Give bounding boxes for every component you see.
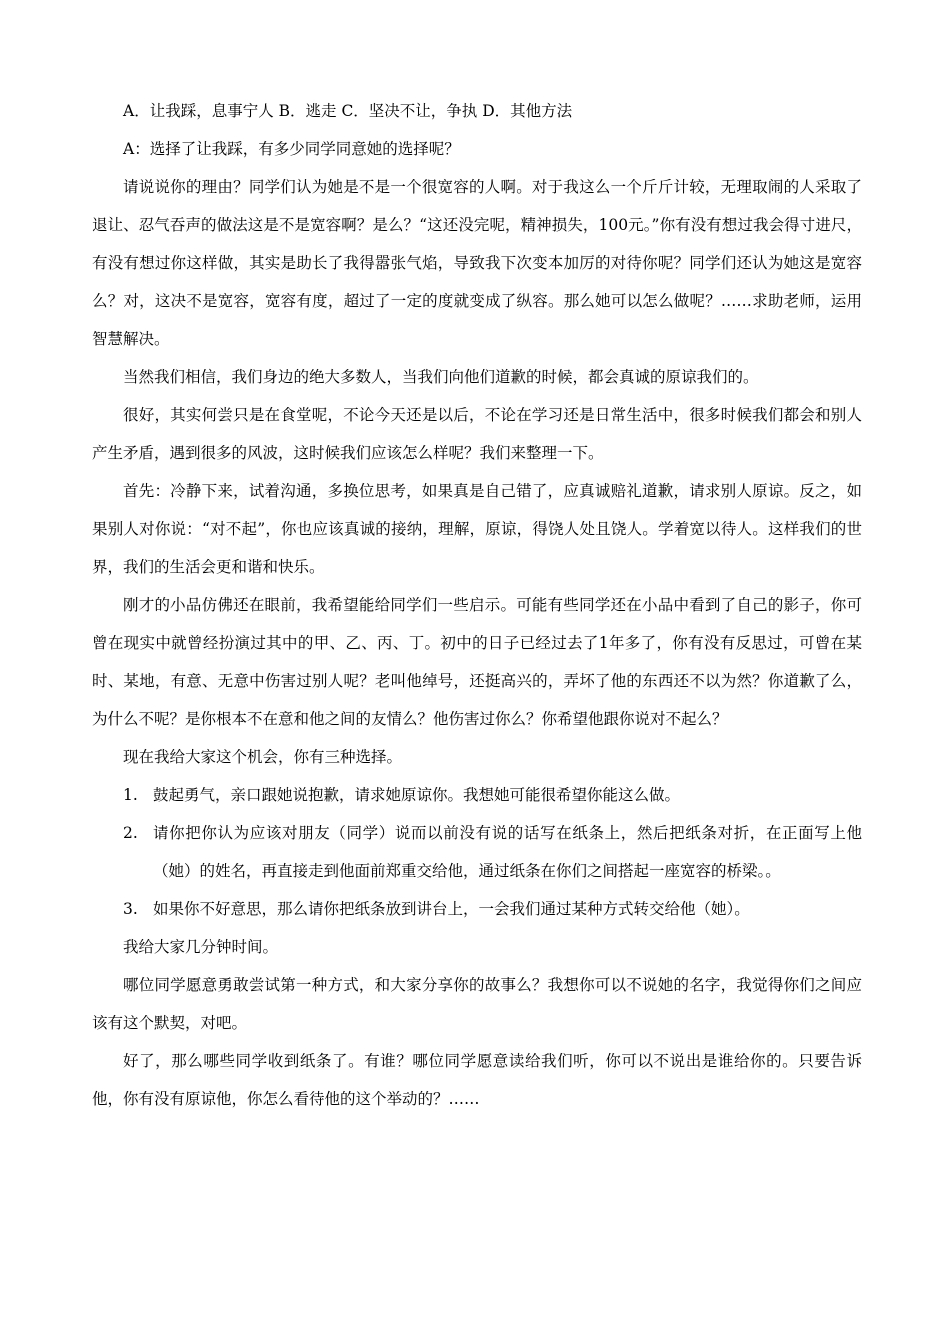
- paragraph-first-step: 首先：冷静下来，试着沟通，多换位思考，如果真是自己错了，应真诚赔礼道歉，请求别人原谅。反之，如果别人对你说：“对不起”，你也应该真诚的接纳，理解，原谅，得饶人处且饶人。学着宽以待人。这样我们的世界，我们的生活会更和谐和快乐。: [92, 482, 862, 576]
- paragraph-summary-intro: 很好，其实何尝只是在食堂呢，不论今天还是以后，不论在学习还是日常生活中，很多时候我们都会和别人产生矛盾，遇到很多的风波，这时候我们应该怎么样呢？我们来整理一下。: [92, 406, 862, 462]
- paragraph-choice-a: A：选择了让我踩，有多少同学同意她的选择呢？: [123, 140, 460, 158]
- list-text: 请你把你认为应该对朋友（同学）说而以前没有说的话写在纸条上，然后把纸条对折，在正面写上他（她）的姓名，再直接走到他面前郑重交给他，通过纸条在你们之间搭起一座宽容的桥梁。。: [153, 824, 862, 880]
- list-number: 1.: [123, 786, 138, 804]
- list-item: [92, 776, 862, 814]
- paragraph-reflection: 刚才的小品仿佛还在眼前，我希望能给同学们一些启示。可能有些同学还在小品中看到了自己的影子，你可曾在现实中就曾经扮演过其中的甲、乙、丙、丁。初中的日子已经过去了1年多了，你有没有反思过，可曾在某时、某地，有意、无意中伤害过别人呢？老叫他绰号，还挺高兴的，弄坏了他的东西还不以为然？你道歉了么，为什么不呢？是你根本不在意和他之间的友情么？他伤害过你么？你希望他跟你说对不起么？: [92, 596, 862, 728]
- paragraph-minutes: 我给大家几分钟时间。: [123, 938, 279, 956]
- paragraph-three-choices: 现在我给大家这个机会，你有三种选择。: [123, 748, 403, 766]
- paragraph-belief: 当然我们相信，我们身边的绝大多数人，当我们向他们道歉的时候，都会真诚的原谅我们的。: [123, 368, 759, 386]
- paragraph-reasoning: 请说说你的理由？同学们认为她是不是一个很宽容的人啊。对于我这么一个斤斤计较，无理取闹的人采取了退让、忍气吞声的做法这是不是宽容啊？是么？“这还没完呢，精神损失，100元。”你有没有想过我会得寸进尺，有没有想过你这样做，其实是助长了我得嚣张气焰，导致我下次变本加厉的对待你呢？同学们还认为她这是宽容么？对，这决不是宽容，宽容有度，超过了一定的度就变成了纵容。那么她可以怎么做呢？……求助老师，运用智慧解决。: [92, 178, 862, 348]
- list-number: 3.: [123, 900, 138, 918]
- list-text: 鼓起勇气，亲口跟她说抱歉，请求她原谅你。我想她可能很希望你能这么做。: [153, 786, 681, 804]
- paragraph-read-notes: 好了，那么哪些同学收到纸条了。有谁？哪位同学愿意读给我们听，你可以不说出是谁给你的。只要告诉他，你有没有原谅他，你怎么看待他的这个举动的？……: [92, 1052, 862, 1108]
- options-line: A．让我踩，息事宁人 B．逃走 C．坚决不让，争执 D．其他方法: [123, 102, 573, 120]
- list-item: [92, 890, 862, 928]
- document-page: [92, 92, 862, 1118]
- list-text: 如果你不好意思，那么请你把纸条放到讲台上，一会我们通过某种方式转交给他（她）。: [153, 900, 750, 918]
- list-item: [92, 814, 862, 890]
- list-number: 2.: [123, 824, 138, 842]
- paragraph-share-story: 哪位同学愿意勇敢尝试第一种方式，和大家分享你的故事么？我想你可以不说她的名字，我觉得你们之间应该有这个默契，对吧。: [92, 976, 862, 1032]
